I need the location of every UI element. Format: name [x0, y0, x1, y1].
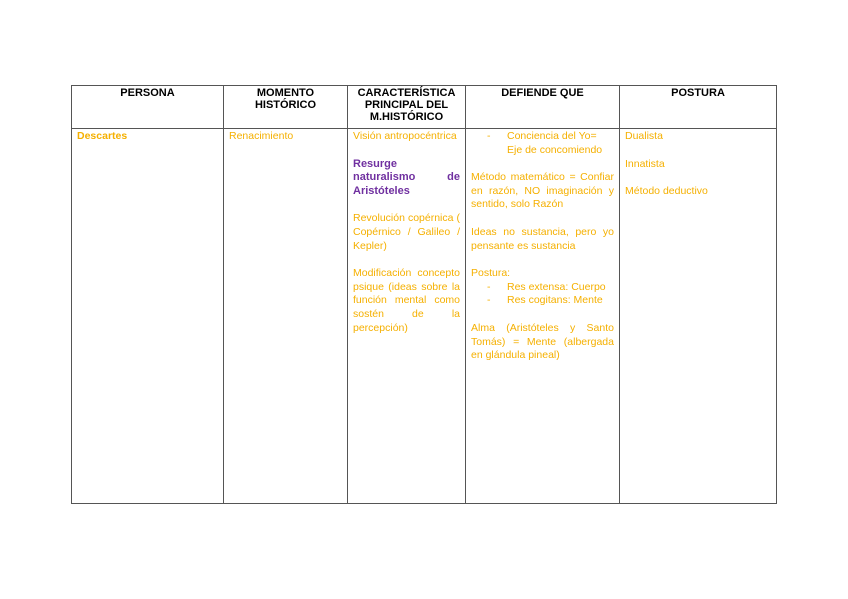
- defiende-bullet-list-1: [471, 130, 614, 157]
- defiende-p1: Método matemático = Confiar en razón, NO imaginación y sentido, solo Razón: [471, 171, 614, 211]
- postura-item: Innatista: [625, 157, 665, 170]
- defiende-bullet-list-2: [471, 281, 614, 308]
- caracteristica-p1: Visión antropocéntrica: [353, 130, 457, 142]
- defiende-cell: [466, 129, 620, 504]
- postura-item: Método deductivo: [625, 185, 708, 198]
- defiende-p3: Alma (Aristóteles y Santo Tomás) = Mente (albergada en glándula pineal): [471, 321, 614, 362]
- caracteristica-p3: Revolución copérnica ( Copérnico / Galileo / Kepler): [353, 212, 460, 252]
- header-persona: PERSONA: [72, 86, 224, 129]
- caracteristica-p2: Resurge naturalismo de Aristóteles: [353, 157, 460, 197]
- momento-cell: Renacimiento: [224, 129, 348, 504]
- comparison-table: [71, 85, 777, 504]
- defiende-p2: Ideas no sustancia, pero yo pensante es sustancia: [471, 225, 614, 252]
- header-caracteristica: CARACTERÍSTICA PRINCIPAL DEL M.HISTÓRICO: [348, 86, 466, 129]
- defiende-postura-label: Postura:: [471, 267, 511, 280]
- header-postura: POSTURA: [620, 86, 777, 129]
- caracteristica-cell: [348, 129, 466, 504]
- postura-cell: [620, 129, 777, 504]
- table-row: [72, 129, 777, 504]
- persona-cell: Descartes: [72, 129, 224, 504]
- header-momento-historico: MOMENTO HISTÓRICO: [224, 86, 348, 129]
- header-row: [72, 86, 777, 129]
- caracteristica-p4: Modificación concepto psique (ideas sobre la función mental como sostén de la percepción): [353, 267, 460, 334]
- list-item: - Res extensa: Cuerpo: [471, 281, 614, 295]
- list-item: - Res cogitans: Mente: [471, 294, 614, 308]
- postura-item: Dualista: [625, 130, 663, 142]
- header-defiende-que: DEFIENDE QUE: [466, 86, 620, 129]
- list-item: - Conciencia del Yo= Eje de concomiendo: [471, 130, 614, 157]
